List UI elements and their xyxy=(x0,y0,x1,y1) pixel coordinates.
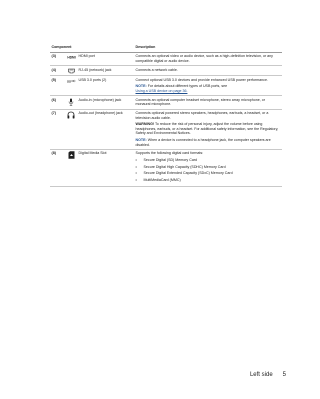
svg-text:SS: SS xyxy=(66,79,71,84)
row-number: (6) xyxy=(51,97,56,102)
component-name: RJ-45 (network) jack xyxy=(78,67,112,72)
list-item: • Secure Digital High Capacity (SDHC) Memory Card xyxy=(135,164,226,169)
page-number: 5 xyxy=(282,372,286,378)
footer-section: Left side xyxy=(249,372,273,378)
row-number: (3) xyxy=(51,54,56,59)
usb-device-link[interactable]: Using a USB device on page 36. xyxy=(135,88,188,93)
table-header xyxy=(50,43,282,53)
warning: WARNING! To reduce the risk of personal injury, adjust the volume before using headphones, earbuds, or a headset. For additional safety information, see the Regulatory, Safety and Environmental Notices. xyxy=(135,122,279,136)
row-number: (4) xyxy=(51,67,56,72)
header-component: Component xyxy=(51,45,72,49)
table-row xyxy=(50,96,282,109)
network-jack-icon xyxy=(65,66,77,75)
component-name: Audio-out (headphone) jack xyxy=(78,111,123,116)
component-description: Connects an optional computer headset microphone, stereo array microphone, or monaural microphone. xyxy=(135,97,265,107)
component-name: Digital Media Slot xyxy=(78,151,107,156)
component-description: Supports the following digital card formats: • Secure Digital (SD) Memory Card • Secure Digital High Capacity (SDHC) Memory Card • Secure Digital Extended Capacity (SDxC) Memory Card • MultiMediaCard (MMC) xyxy=(134,150,282,186)
note: NOTE: For details about different types of USB ports, see Using a USB device on page 36. xyxy=(135,84,228,93)
svg-text:HDMI: HDMI xyxy=(66,55,76,60)
page-footer xyxy=(250,372,286,378)
table-row xyxy=(50,150,282,187)
table-row xyxy=(50,110,282,150)
component-name: USB 3.0 ports (2) xyxy=(78,77,107,82)
list-item: • Secure Digital Extended Capacity (SDxC) Memory Card xyxy=(135,171,233,176)
component-name: Audio-in (microphone) jack xyxy=(78,97,122,102)
component-description: Connects a network cable. xyxy=(135,67,178,72)
list-item: • Secure Digital (SD) Memory Card xyxy=(135,158,198,163)
components-table xyxy=(50,43,282,187)
microphone-icon xyxy=(65,96,77,108)
note-label: NOTE: xyxy=(135,138,147,143)
component-description: Connects optional powered stereo speakers, headphones, earbuds, a headset, or a television audio cable. WARNING! To reduce the risk of personal injury, adjust the volume before using headphones, earbuds, or a headset. For additional safety information, see the Regulatory, Safety and Environmental Notices. NOTE: When a device is connected to a headphone jack, the computer speakers are disabled. xyxy=(134,110,282,149)
row-number: (5) xyxy=(51,77,56,82)
table-row xyxy=(50,53,282,66)
table-row xyxy=(50,76,282,96)
table-row xyxy=(50,66,282,76)
row-number: (8) xyxy=(51,151,56,156)
row-number: (7) xyxy=(51,111,56,116)
component-description: Connect optional USB 3.0 devices and provide enhanced USB power performance. NOTE: For details about different types of USB ports, see Using a USB device on page 36. xyxy=(134,76,282,95)
header-description: Description xyxy=(135,45,156,49)
hdmi-icon xyxy=(65,53,77,65)
usb-icon xyxy=(65,76,77,95)
media-card-icon xyxy=(65,150,77,186)
note-label: NOTE: xyxy=(135,84,147,89)
headphone-icon xyxy=(65,110,77,149)
warning-label: WARNING! xyxy=(135,122,155,127)
component-description: Connects an optional video or audio device, such as a high-definition television, or any compatible digital or audio device. xyxy=(135,54,273,63)
list-item: • MultiMediaCard (MMC) xyxy=(135,177,181,182)
card-format-list xyxy=(136,158,281,182)
note: NOTE: When a device is connected to a headphone jack, the computer speakers are disabled. xyxy=(135,138,271,147)
component-name: HDMI port xyxy=(78,54,95,59)
